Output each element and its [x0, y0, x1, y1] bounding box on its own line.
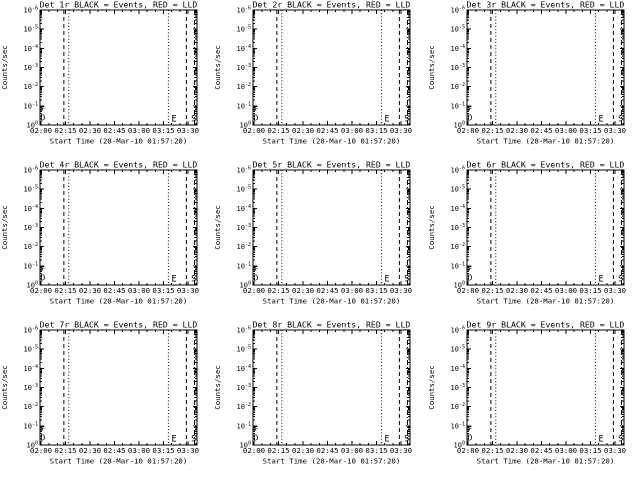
- y-tick-exponent: -6: [245, 165, 252, 172]
- y-tick-label: $10^0$: [26, 120, 38, 130]
- x-axis-title: Start Time (28-Mar-10 01:57:20): [476, 296, 614, 306]
- y-tick-exponent: -3: [458, 223, 465, 230]
- y-tick-label: $10^0$: [453, 120, 465, 130]
- flag-letter-f: F: [468, 265, 472, 273]
- x-tick-label: 03:00: [554, 125, 577, 135]
- flag-letter-d: D: [253, 113, 259, 123]
- y-tick-exponent: -2: [245, 82, 252, 89]
- y-tick-label: $10^0$: [239, 440, 252, 450]
- y-tick-exponent: -3: [31, 383, 38, 390]
- x-tick-label: 02:45: [316, 285, 339, 295]
- y-tick-label: $10^{-6}$: [236, 5, 252, 15]
- y-tick-label: $10^{-6}$: [236, 165, 252, 175]
- y-tick-label: $10^{-1}$: [236, 261, 252, 271]
- y-tick-label: $10^{-3}$: [23, 63, 38, 73]
- panel-title: Det 7r BLACK = Events, RED = LLD: [39, 320, 198, 330]
- y-tick-exponent: -2: [458, 82, 465, 89]
- y-axis-title: Counts/sec: [0, 45, 9, 90]
- x-tick-label: 03:30: [390, 125, 413, 135]
- panel-det-1r: [0, 0, 213, 160]
- x-tick-label: 03:15: [579, 285, 602, 295]
- panel-plot: [213, 160, 426, 320]
- panel-plot: [0, 320, 213, 480]
- y-tick-label: $10^{-1}$: [236, 421, 252, 431]
- panel-title: Det 9r BLACK = Events, RED = LLD: [466, 320, 625, 330]
- panel-det-9r: [427, 320, 640, 480]
- y-tick-exponent: -5: [458, 24, 465, 31]
- y-tick-label: $10^{-5}$: [23, 24, 38, 34]
- x-tick-label: 02:15: [267, 445, 290, 455]
- panel-det-6r: [427, 160, 640, 320]
- y-axis-title: Counts/sec: [213, 365, 223, 410]
- x-tick-label: 03:00: [554, 285, 577, 295]
- y-tick-exponent: -3: [458, 63, 465, 70]
- x-tick-label: 02:15: [481, 285, 504, 295]
- x-tick-label: 03:00: [127, 125, 151, 135]
- y-tick-label: $10^{-6}$: [450, 5, 465, 15]
- flag-letter-f: F: [41, 105, 46, 113]
- x-tick-label: 02:00: [243, 445, 266, 455]
- y-tick-label: $10^{-3}$: [236, 223, 252, 233]
- y-tick-label: $10^{-6}$: [23, 325, 38, 335]
- x-tick-label: 02:30: [292, 125, 315, 135]
- flag-letter-e: E: [598, 114, 604, 125]
- y-tick-label: $10^0$: [239, 280, 252, 290]
- y-tick-label: $10^{-1}$: [450, 261, 465, 271]
- x-axis-title: Start Time (28-Mar-10 01:57:20): [476, 136, 614, 146]
- x-tick-label: 02:15: [54, 285, 77, 295]
- panel-title: Det 2r BLACK = Events, RED = LLD: [252, 0, 411, 10]
- y-tick-label: $10^{-2}$: [23, 82, 38, 92]
- flag-letter-s: S: [617, 114, 623, 125]
- y-tick-exponent: 0: [34, 120, 38, 127]
- flag-letter-d: D: [253, 433, 259, 443]
- y-tick-exponent: 0: [34, 440, 38, 447]
- x-tick-label: 02:30: [505, 125, 528, 135]
- y-tick-label: $10^{-2}$: [450, 82, 465, 92]
- x-tick-label: 02:00: [456, 125, 479, 135]
- x-tick-label: 02:30: [78, 445, 102, 455]
- flag-letter-d: D: [467, 433, 472, 443]
- y-tick-exponent: -6: [458, 325, 465, 332]
- flag-letter-f: F: [254, 105, 259, 113]
- panel-plot: [427, 320, 640, 480]
- x-tick-label: 02:30: [292, 445, 315, 455]
- y-tick-label: $10^{-1}$: [450, 101, 465, 111]
- panel-title: Det 1r BLACK = Events, RED = LLD: [39, 0, 198, 10]
- y-tick-label: $10^0$: [453, 280, 465, 290]
- panel-plot: [427, 160, 640, 320]
- y-tick-label: $10^{-1}$: [236, 101, 252, 111]
- panel-title: Det 6r BLACK = Events, RED = LLD: [466, 160, 625, 170]
- x-tick-label: 02:15: [54, 445, 77, 455]
- y-tick-exponent: -1: [31, 101, 38, 108]
- x-tick-label: 03:30: [176, 285, 200, 295]
- y-tick-label: $10^{-1}$: [450, 421, 465, 431]
- x-tick-label: 03:15: [579, 445, 602, 455]
- x-tick-label: 03:00: [341, 125, 364, 135]
- x-axis-title: Start Time (28-Mar-10 01:57:20): [262, 136, 401, 146]
- y-tick-exponent: -4: [31, 203, 38, 210]
- y-tick-label: $10^{-2}$: [236, 242, 252, 252]
- x-tick-label: 02:00: [456, 445, 479, 455]
- panel-det-4r: [0, 160, 213, 320]
- y-axis-title: Counts/sec: [213, 205, 223, 250]
- x-tick-label: 03:30: [390, 285, 413, 295]
- x-tick-label: 02:15: [267, 285, 290, 295]
- flag-letter-e: E: [598, 434, 604, 445]
- y-tick-exponent: -1: [31, 421, 38, 428]
- x-tick-label: 03:15: [365, 445, 388, 455]
- y-tick-exponent: -6: [458, 165, 465, 172]
- panel-det-8r: [213, 320, 426, 480]
- y-tick-label: $10^{-5}$: [450, 24, 465, 34]
- flag-letter-e: E: [384, 434, 390, 445]
- x-tick-label: 02:15: [54, 125, 77, 135]
- panel-det-2r: [213, 0, 426, 160]
- x-tick-label: 03:00: [127, 285, 151, 295]
- y-axis-title: Counts/sec: [213, 45, 223, 90]
- flag-letter-s: S: [404, 274, 410, 285]
- x-tick-label: 03:15: [152, 445, 175, 455]
- y-axis-title: Counts/sec: [426, 45, 436, 90]
- y-tick-label: $10^{-3}$: [450, 383, 465, 393]
- y-tick-label: $10^{-2}$: [236, 82, 252, 92]
- y-tick-label: $10^{-6}$: [450, 165, 465, 175]
- x-tick-label: 02:45: [316, 125, 339, 135]
- y-tick-exponent: 0: [461, 120, 465, 127]
- panel-title: Det 3r BLACK = Events, RED = LLD: [466, 0, 625, 10]
- y-tick-label: $10^{-6}$: [23, 165, 38, 175]
- y-axis-title: Counts/sec: [426, 205, 436, 250]
- x-axis-title: Start Time (28-Mar-10 01:57:20): [49, 136, 188, 146]
- flag-letter-s: S: [191, 114, 197, 125]
- y-tick-label: $10^0$: [453, 440, 465, 450]
- y-tick-exponent: -4: [245, 203, 252, 210]
- x-tick-label: 03:15: [152, 285, 175, 295]
- y-tick-label: $10^{-3}$: [236, 383, 252, 393]
- y-tick-label: $10^{-4}$: [236, 203, 252, 213]
- flag-letter-f: F: [254, 265, 259, 273]
- y-tick-label: $10^{-4}$: [23, 43, 38, 53]
- y-tick-exponent: -6: [245, 325, 252, 332]
- y-tick-label: $10^{-5}$: [236, 24, 252, 34]
- panel-det-5r: [213, 160, 426, 320]
- flag-letter-s: S: [191, 434, 197, 445]
- panel-title: Det 8r BLACK = Events, RED = LLD: [252, 320, 411, 330]
- x-tick-label: 02:15: [481, 445, 504, 455]
- flag-letter-d: D: [40, 273, 46, 283]
- y-tick-label: $10^{-5}$: [450, 184, 465, 194]
- y-tick-exponent: -4: [245, 363, 252, 370]
- flag-letter-s: S: [617, 434, 623, 445]
- y-tick-exponent: -5: [245, 344, 252, 351]
- x-tick-label: 03:00: [341, 285, 364, 295]
- y-tick-label: $10^{-1}$: [23, 261, 38, 271]
- y-tick-exponent: -5: [458, 344, 465, 351]
- x-axis-title: Start Time (28-Mar-10 01:57:20): [476, 456, 614, 466]
- y-tick-label: $10^{-1}$: [23, 421, 38, 431]
- y-axis-title: Counts/sec: [0, 365, 9, 410]
- x-axis-title: Start Time (28-Mar-10 01:57:20): [49, 296, 188, 306]
- flag-letter-d: D: [40, 433, 46, 443]
- x-tick-label: 02:00: [243, 285, 266, 295]
- y-tick-exponent: -4: [31, 43, 38, 50]
- y-tick-exponent: -3: [245, 63, 252, 70]
- panel-det-7r: [0, 320, 213, 480]
- y-tick-label: $10^{-3}$: [450, 63, 465, 73]
- y-tick-exponent: -6: [31, 325, 38, 332]
- y-tick-exponent: -1: [458, 101, 465, 108]
- x-tick-label: 02:15: [481, 125, 504, 135]
- y-tick-exponent: -3: [245, 383, 252, 390]
- y-tick-exponent: -4: [245, 43, 252, 50]
- x-tick-label: 03:30: [603, 285, 626, 295]
- x-axis-title: Start Time (28-Mar-10 01:57:20): [262, 296, 401, 306]
- y-tick-exponent: -2: [31, 402, 38, 409]
- x-tick-label: 02:45: [103, 285, 126, 295]
- y-tick-label: $10^{-2}$: [23, 402, 38, 412]
- y-tick-label: $10^{-6}$: [236, 325, 252, 335]
- y-tick-exponent: -1: [458, 261, 465, 268]
- x-tick-label: 03:00: [127, 445, 151, 455]
- y-tick-exponent: 0: [34, 280, 38, 287]
- x-tick-label: 02:00: [29, 445, 53, 455]
- y-tick-label: $10^{-3}$: [450, 223, 465, 233]
- flag-letter-f: F: [41, 425, 46, 433]
- y-tick-label: $10^{-4}$: [236, 43, 252, 53]
- x-tick-label: 02:15: [267, 125, 290, 135]
- x-tick-label: 02:30: [292, 285, 315, 295]
- flag-letter-s: S: [191, 274, 197, 285]
- panel-title: Det 4r BLACK = Events, RED = LLD: [39, 160, 198, 170]
- x-tick-label: 02:45: [103, 125, 126, 135]
- y-tick-exponent: -4: [458, 203, 465, 210]
- panel-plot: [427, 0, 640, 160]
- x-tick-label: 03:15: [152, 125, 175, 135]
- flag-letter-e: E: [384, 114, 390, 125]
- panel-title: Det 5r BLACK = Events, RED = LLD: [252, 160, 411, 170]
- y-tick-label: $10^{-3}$: [23, 223, 38, 233]
- y-tick-exponent: -1: [31, 261, 38, 268]
- y-tick-exponent: -4: [31, 363, 38, 370]
- y-tick-label: $10^{-5}$: [450, 344, 465, 354]
- y-tick-exponent: -5: [31, 344, 38, 351]
- flag-letter-e: E: [384, 274, 390, 285]
- y-tick-exponent: 0: [248, 440, 252, 447]
- flag-letter-s: S: [404, 114, 410, 125]
- y-tick-label: $10^{-3}$: [23, 383, 38, 393]
- x-tick-label: 03:00: [341, 445, 364, 455]
- panel-plot: [213, 320, 426, 480]
- x-tick-label: 03:15: [365, 125, 388, 135]
- x-tick-label: 02:00: [243, 125, 266, 135]
- y-tick-exponent: -6: [31, 165, 38, 172]
- x-tick-label: 03:30: [603, 445, 626, 455]
- y-tick-exponent: -4: [458, 43, 465, 50]
- y-tick-label: $10^{-4}$: [236, 363, 252, 373]
- y-tick-exponent: -1: [245, 421, 252, 428]
- y-tick-label: $10^0$: [26, 280, 38, 290]
- y-tick-exponent: -2: [245, 242, 252, 249]
- y-tick-exponent: -2: [31, 82, 38, 89]
- x-tick-label: 03:30: [603, 125, 626, 135]
- y-tick-label: $10^{-2}$: [236, 402, 252, 412]
- y-tick-exponent: 0: [461, 440, 465, 447]
- flag-letter-d: D: [253, 273, 259, 283]
- flag-letter-d: D: [467, 273, 472, 283]
- y-tick-label: $10^{-5}$: [236, 184, 252, 194]
- y-tick-exponent: -5: [245, 24, 252, 31]
- y-tick-exponent: -5: [458, 184, 465, 191]
- y-tick-label: $10^{-1}$: [23, 101, 38, 111]
- flag-letter-f: F: [468, 425, 472, 433]
- y-tick-exponent: -5: [245, 184, 252, 191]
- x-tick-label: 02:45: [103, 445, 126, 455]
- y-tick-label: $10^{-2}$: [450, 402, 465, 412]
- x-tick-label: 03:00: [554, 445, 577, 455]
- y-tick-exponent: 0: [461, 280, 465, 287]
- x-tick-label: 02:30: [505, 285, 528, 295]
- y-tick-exponent: -5: [31, 24, 38, 31]
- flag-letter-f: F: [254, 425, 259, 433]
- flag-letter-s: S: [617, 274, 623, 285]
- y-tick-exponent: -1: [245, 261, 252, 268]
- y-tick-exponent: -2: [31, 242, 38, 249]
- y-tick-exponent: -1: [245, 101, 252, 108]
- flag-letter-e: E: [598, 274, 604, 285]
- flag-letter-s: S: [404, 434, 410, 445]
- y-axis-title: Counts/sec: [0, 205, 9, 250]
- y-tick-exponent: -3: [245, 223, 252, 230]
- y-tick-exponent: -6: [245, 5, 252, 12]
- y-tick-label: $10^0$: [26, 440, 38, 450]
- y-tick-exponent: -3: [31, 223, 38, 230]
- y-tick-exponent: -6: [458, 5, 465, 12]
- y-tick-label: $10^{-5}$: [236, 344, 252, 354]
- y-tick-exponent: 0: [248, 280, 252, 287]
- y-tick-exponent: -2: [245, 402, 252, 409]
- x-tick-label: 02:45: [530, 125, 553, 135]
- y-tick-label: $10^{-4}$: [23, 203, 38, 213]
- y-tick-label: $10^{-4}$: [450, 203, 465, 213]
- y-tick-exponent: -5: [31, 184, 38, 191]
- y-tick-label: $10^{-4}$: [23, 363, 38, 373]
- y-tick-label: $10^{-5}$: [23, 184, 38, 194]
- x-tick-label: 02:00: [456, 285, 479, 295]
- flag-letter-f: F: [468, 105, 472, 113]
- x-tick-label: 02:45: [316, 445, 339, 455]
- panel-plot: [0, 160, 213, 320]
- y-tick-exponent: -3: [31, 63, 38, 70]
- x-tick-label: 03:15: [579, 125, 602, 135]
- x-tick-label: 02:30: [78, 125, 102, 135]
- x-tick-label: 02:45: [530, 285, 553, 295]
- x-tick-label: 03:30: [390, 445, 413, 455]
- panel-det-3r: [427, 0, 640, 160]
- x-tick-label: 02:00: [29, 285, 53, 295]
- x-tick-label: 02:30: [505, 445, 528, 455]
- x-axis-title: Start Time (28-Mar-10 01:57:20): [262, 456, 401, 466]
- flag-letter-d: D: [467, 113, 472, 123]
- y-tick-label: $10^{-4}$: [450, 43, 465, 53]
- x-tick-label: 03:30: [176, 445, 200, 455]
- y-tick-exponent: -3: [458, 383, 465, 390]
- x-tick-label: 02:00: [29, 125, 53, 135]
- y-tick-label: $10^{-5}$: [23, 344, 38, 354]
- flag-letter-e: E: [171, 114, 177, 125]
- y-tick-label: $10^{-3}$: [236, 63, 252, 73]
- panel-plot: [0, 0, 213, 160]
- y-tick-exponent: -2: [458, 402, 465, 409]
- y-tick-label: $10^{-6}$: [450, 325, 465, 335]
- y-tick-exponent: -4: [458, 363, 465, 370]
- y-tick-exponent: -6: [31, 5, 38, 12]
- y-axis-title: Counts/sec: [426, 365, 436, 410]
- x-tick-label: 02:45: [530, 445, 553, 455]
- x-axis-title: Start Time (28-Mar-10 01:57:20): [49, 456, 188, 466]
- flag-letter-f: F: [41, 265, 46, 273]
- y-tick-exponent: -2: [458, 242, 465, 249]
- x-tick-label: 03:15: [365, 285, 388, 295]
- panel-plot: [213, 0, 426, 160]
- y-tick-label: $10^0$: [239, 120, 252, 130]
- y-tick-label: $10^{-2}$: [23, 242, 38, 252]
- flag-letter-e: E: [171, 274, 177, 285]
- x-tick-label: 03:30: [176, 125, 200, 135]
- flag-letter-d: D: [40, 113, 46, 123]
- y-tick-label: $10^{-2}$: [450, 242, 465, 252]
- flag-letter-e: E: [171, 434, 177, 445]
- y-tick-exponent: -1: [458, 421, 465, 428]
- y-tick-exponent: 0: [248, 120, 252, 127]
- x-tick-label: 02:30: [78, 285, 102, 295]
- y-tick-label: $10^{-6}$: [23, 5, 38, 15]
- y-tick-label: $10^{-4}$: [450, 363, 465, 373]
